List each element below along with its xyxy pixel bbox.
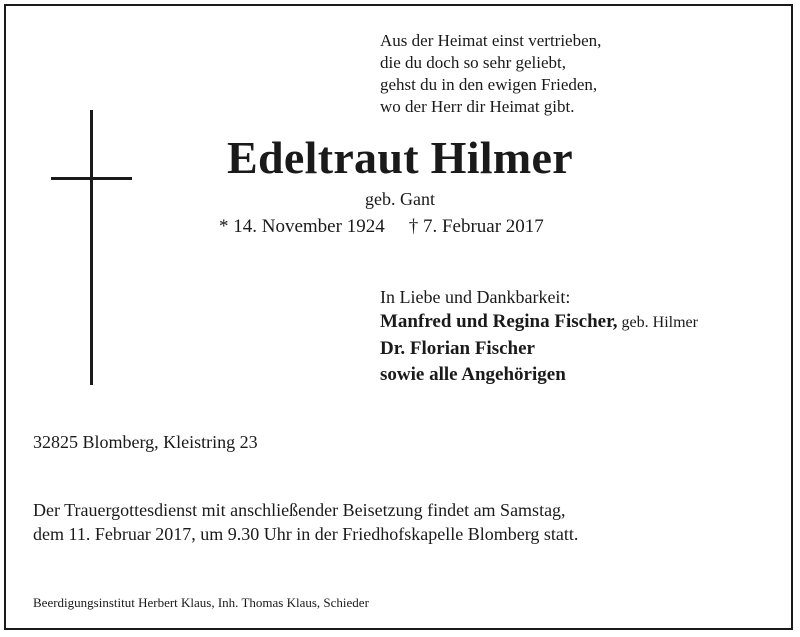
mourner-name: Dr. Florian Fischer bbox=[380, 338, 535, 359]
poem bbox=[380, 30, 601, 118]
address: 32825 Blomberg, Kleistring 23 bbox=[33, 432, 258, 452]
service-line: Der Trauergottesdienst mit anschließender Beisetzung findet am Samstag, bbox=[33, 500, 566, 520]
poem-line: gehst du in den ewigen Frieden, bbox=[380, 75, 598, 94]
mourner-suffix: geb. Hilmer bbox=[617, 314, 698, 331]
mourner-line bbox=[380, 309, 698, 336]
deceased-name: Edeltraut Hilmer bbox=[227, 132, 573, 183]
birth-date: * 14. November 1924 bbox=[219, 216, 385, 237]
poem-line: Aus der Heimat einst vertrieben, bbox=[380, 31, 602, 50]
mourner-line bbox=[380, 336, 698, 362]
service-info bbox=[33, 498, 578, 546]
life-dates bbox=[219, 215, 544, 239]
death-date: † 7. Februar 2017 bbox=[408, 216, 544, 237]
mourner-name: sowie alle Angehörigen bbox=[380, 364, 566, 385]
service-line: dem 11. Februar 2017, um 9.30 Uhr in der Friedhofskapelle Blomberg statt. bbox=[33, 524, 579, 544]
mourners bbox=[380, 285, 698, 388]
poem-line: wo der Herr dir Heimat gibt. bbox=[380, 97, 575, 116]
maiden-name: geb. Gant bbox=[365, 189, 435, 209]
mourner-name: Manfred und Regina Fischer, bbox=[380, 311, 618, 332]
poem-line: die du doch so sehr geliebt, bbox=[380, 53, 567, 72]
funeral-home-credit: Beerdigungsinstitut Herbert Klaus, Inh. Thomas Klaus, Schieder bbox=[33, 595, 369, 610]
mourner-line bbox=[380, 362, 698, 388]
mourners-intro: In Liebe und Dankbarkeit: bbox=[380, 287, 571, 307]
